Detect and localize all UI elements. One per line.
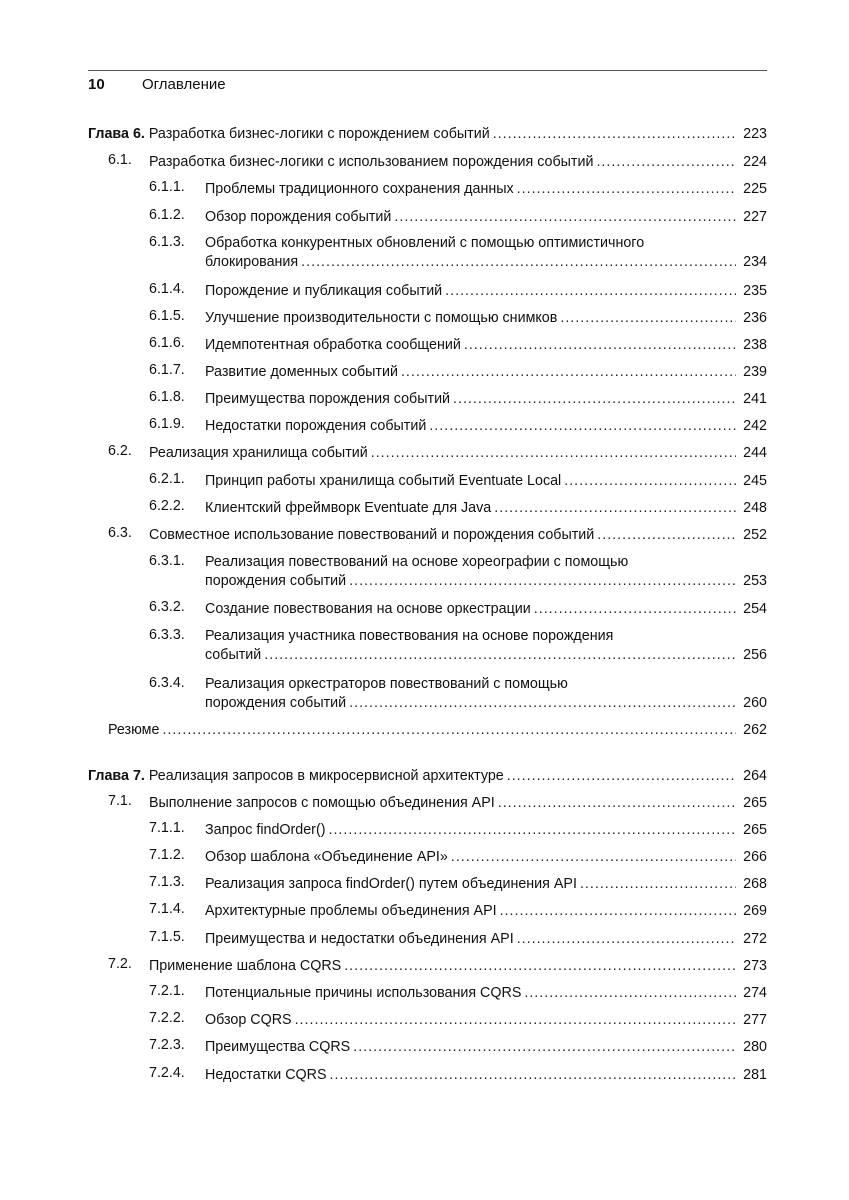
- entry-number: 7.2.2.: [149, 1010, 185, 1026]
- entry-number: 6.1.2.: [149, 207, 185, 223]
- subsection-entry[interactable]: [88, 416, 767, 436]
- entry-title: событий: [205, 647, 262, 663]
- dot-leader: [328, 820, 736, 840]
- entry-number: 6.3.3.: [149, 627, 185, 643]
- chapter-entry[interactable]: [88, 766, 767, 786]
- entry-title-line1: Реализация повествований на основе хореографии с помощью: [205, 554, 629, 570]
- entry-title: Преимущества и недостатки объединения API: [205, 931, 514, 947]
- entry-page: 241: [743, 391, 767, 407]
- entry-page: 227: [743, 209, 767, 225]
- dot-leader: [498, 793, 736, 813]
- entry-number: 6.1.3.: [149, 234, 185, 250]
- dot-leader: [494, 498, 736, 518]
- section-entry[interactable]: [88, 152, 767, 172]
- entry-number: 6.2.1.: [149, 471, 185, 487]
- entry-title: порождения событий: [205, 695, 347, 711]
- entry-page: 280: [743, 1039, 767, 1055]
- dot-leader: [534, 599, 736, 619]
- entry-number: 6.3.2.: [149, 599, 185, 615]
- section-entry[interactable]: [88, 525, 767, 545]
- subsection-entry[interactable]: [88, 389, 767, 409]
- subsection-entry[interactable]: [88, 820, 767, 840]
- dot-leader: [445, 281, 736, 301]
- entry-title: Клиентский фреймворк Eventuate для Java: [205, 500, 492, 516]
- entry-number: 6.1.6.: [149, 335, 185, 351]
- entry-page: 265: [743, 795, 767, 811]
- entry-number: 6.1.: [108, 152, 132, 168]
- entry-title: Обзор CQRS: [205, 1012, 292, 1028]
- entry-title: Обзор порождения событий: [205, 209, 392, 225]
- dot-leader: [371, 443, 736, 463]
- entry-page: 269: [743, 903, 767, 919]
- entry-title: Разработка бизнес-логики с использованием порождения событий: [149, 154, 594, 170]
- entry-number: 6.1.9.: [149, 416, 185, 432]
- entry-page: 262: [743, 722, 767, 738]
- dot-leader: [597, 525, 736, 545]
- entry-number: 7.1.1.: [149, 820, 185, 836]
- entry-title: порождения событий: [205, 573, 347, 589]
- entry-page: 277: [743, 1012, 767, 1028]
- entry-number: 7.1.4.: [149, 901, 185, 917]
- subsection-entry[interactable]: [88, 1037, 767, 1057]
- subsection-entry[interactable]: [88, 234, 767, 274]
- dot-leader: [493, 124, 736, 144]
- entry-number: 7.1.2.: [149, 847, 185, 863]
- entry-page: 273: [743, 958, 767, 974]
- dot-leader: [401, 362, 736, 382]
- entry-number: 7.2.3.: [149, 1037, 185, 1053]
- chapter-label: Глава 7.: [88, 768, 145, 784]
- entry-page: 281: [743, 1067, 767, 1083]
- entry-page: 245: [743, 473, 767, 489]
- entry-title: Потенциальные причины использования CQRS: [205, 985, 522, 1001]
- dot-leader: [349, 571, 736, 591]
- subsection-entry[interactable]: [88, 553, 767, 593]
- entry-number: 6.1.8.: [149, 389, 185, 405]
- subsection-entry[interactable]: [88, 471, 767, 491]
- entry-number: 7.2.: [108, 956, 132, 972]
- entry-page: 223: [743, 126, 767, 142]
- dot-leader: [394, 207, 736, 227]
- dot-leader: [295, 1010, 736, 1030]
- chapter-label: Глава 6.: [88, 126, 145, 142]
- entry-number: 6.1.1.: [149, 179, 185, 195]
- running-title: Оглавление: [142, 76, 226, 93]
- entry-number: 7.2.4.: [149, 1065, 185, 1081]
- table-of-contents: [88, 0, 767, 1200]
- dot-leader: [464, 335, 736, 355]
- dot-leader: [301, 252, 736, 272]
- subsection-entry[interactable]: [88, 599, 767, 619]
- summary-entry[interactable]: [88, 720, 767, 740]
- entry-title: Порождение и публикация событий: [205, 283, 443, 299]
- entry-number: 6.2.: [108, 443, 132, 459]
- entry-title: Идемпотентная обработка сообщений: [205, 337, 461, 353]
- entry-page: 266: [743, 849, 767, 865]
- dot-leader: [564, 471, 736, 491]
- dot-leader: [349, 693, 736, 713]
- dot-leader: [453, 389, 736, 409]
- dot-leader: [353, 1037, 736, 1057]
- dot-leader: [264, 645, 736, 665]
- entry-number: 7.1.5.: [149, 929, 185, 945]
- entry-page: 235: [743, 283, 767, 299]
- entry-title: Выполнение запросов с помощью объединения API: [149, 795, 495, 811]
- subsection-entry[interactable]: [88, 308, 767, 328]
- entry-title: Развитие доменных событий: [205, 364, 398, 380]
- subsection-entry[interactable]: [88, 675, 767, 715]
- entry-page: 225: [743, 181, 767, 197]
- entry-title: Применение шаблона CQRS: [149, 958, 342, 974]
- entry-number: 6.3.1.: [149, 553, 185, 569]
- dot-leader: [580, 874, 736, 894]
- dot-leader: [429, 416, 736, 436]
- entry-number: 6.2.2.: [149, 498, 185, 514]
- chapter-entry[interactable]: [88, 124, 767, 144]
- entry-page: 252: [743, 527, 767, 543]
- entry-title: Реализация запроса findOrder() путем объединения API: [205, 876, 577, 892]
- subsection-entry[interactable]: [88, 362, 767, 382]
- entry-page: 244: [743, 445, 767, 461]
- subsection-entry[interactable]: [88, 627, 767, 667]
- subsection-entry[interactable]: [88, 847, 767, 867]
- dot-leader: [162, 720, 736, 740]
- entry-title: Создание повествования на основе оркестрации: [205, 601, 531, 617]
- subsection-entry[interactable]: [88, 179, 767, 199]
- dot-leader: [517, 929, 736, 949]
- entry-page: 224: [743, 154, 767, 170]
- entry-page: 268: [743, 876, 767, 892]
- subsection-entry[interactable]: [88, 983, 767, 1003]
- entry-number: 7.2.1.: [149, 983, 185, 999]
- entry-page: 234: [743, 254, 767, 270]
- entry-title: Разработка бизнес-логики с порождением событий: [148, 126, 490, 142]
- dot-leader: [517, 179, 736, 199]
- section-entry[interactable]: [88, 956, 767, 976]
- dot-leader: [560, 308, 736, 328]
- subsection-entry[interactable]: [88, 929, 767, 949]
- entry-number: 6.1.7.: [149, 362, 185, 378]
- dot-leader: [500, 901, 736, 921]
- entry-page: 272: [743, 931, 767, 947]
- entry-page: 248: [743, 500, 767, 516]
- dot-leader: [596, 152, 736, 172]
- entry-title-line1: Реализация оркестраторов повествований с помощью: [205, 676, 568, 692]
- entry-page: 236: [743, 310, 767, 326]
- entry-page: 253: [743, 573, 767, 589]
- entry-number: 6.3.: [108, 525, 132, 541]
- entry-title: Проблемы традиционного сохранения данных: [205, 181, 514, 197]
- dot-leader: [344, 956, 736, 976]
- entry-title-line1: Обработка конкурентных обновлений с помощью оптимистичного: [205, 235, 645, 251]
- entry-page: 264: [743, 768, 767, 784]
- entry-title: Реализация хранилища событий: [149, 445, 368, 461]
- entry-title: Запрос findOrder(): [205, 822, 326, 838]
- entry-title: Резюме: [108, 722, 160, 738]
- dot-leader: [507, 766, 736, 786]
- entry-page: 238: [743, 337, 767, 353]
- entry-title: Недостатки порождения событий: [205, 418, 427, 434]
- entry-number: 6.1.5.: [149, 308, 185, 324]
- subsection-entry[interactable]: [88, 281, 767, 301]
- entry-title: Архитектурные проблемы объединения API: [205, 903, 497, 919]
- entry-title: Совместное использование повествований и порождения событий: [149, 527, 595, 543]
- entry-title: Преимущества CQRS: [205, 1039, 351, 1055]
- entry-title: блокирования: [205, 254, 299, 270]
- entry-title: Реализация запросов в микросервисной архитектуре: [148, 768, 504, 784]
- subsection-entry[interactable]: [88, 874, 767, 894]
- subsection-entry[interactable]: [88, 1065, 767, 1085]
- entry-page: 242: [743, 418, 767, 434]
- entry-title: Преимущества порождения событий: [205, 391, 451, 407]
- entry-page: 265: [743, 822, 767, 838]
- entry-title: Недостатки CQRS: [205, 1067, 327, 1083]
- dot-leader: [451, 847, 736, 867]
- entry-number: 7.1.: [108, 793, 132, 809]
- entry-page: 239: [743, 364, 767, 380]
- subsection-entry[interactable]: [88, 901, 767, 921]
- entry-title: Обзор шаблона «Объединение API»: [205, 849, 448, 865]
- subsection-entry[interactable]: [88, 207, 767, 227]
- page-number: 10: [88, 76, 105, 93]
- dot-leader: [524, 983, 736, 1003]
- entry-title: Улучшение производительности с помощью снимков: [205, 310, 558, 326]
- entry-title-line1: Реализация участника повествования на основе порождения: [205, 628, 614, 644]
- entry-number: 6.3.4.: [149, 675, 185, 691]
- entry-page: 274: [743, 985, 767, 1001]
- entry-page: 260: [743, 695, 767, 711]
- section-entry[interactable]: [88, 443, 767, 463]
- entry-page: 254: [743, 601, 767, 617]
- entry-number: 6.1.4.: [149, 281, 185, 297]
- entry-page: 256: [743, 647, 767, 663]
- entry-number: 7.1.3.: [149, 874, 185, 890]
- entry-title: Принцип работы хранилища событий Eventuate Local: [205, 473, 562, 489]
- subsection-entry[interactable]: [88, 1010, 767, 1030]
- section-entry[interactable]: [88, 793, 767, 813]
- subsection-entry[interactable]: [88, 335, 767, 355]
- dot-leader: [330, 1065, 737, 1085]
- subsection-entry[interactable]: [88, 498, 767, 518]
